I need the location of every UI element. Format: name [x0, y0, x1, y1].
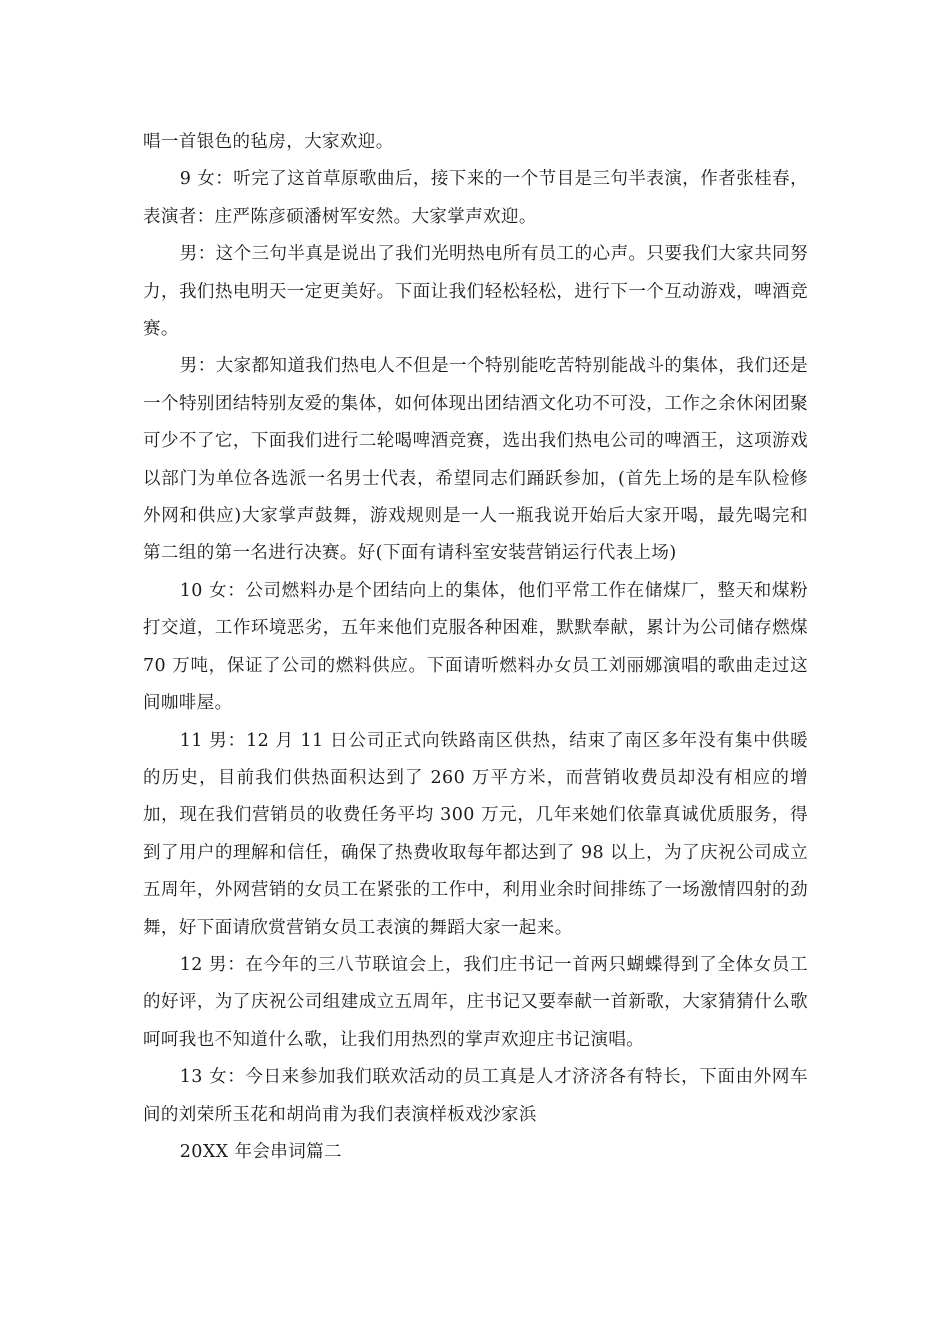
paragraph-8: 13 女：今日来参加我们联欢活动的员工真是人才济济各有特长，下面由外网车间的刘荣所玉花和胡尚甫为我们表演样板戏沙家浜	[143, 1067, 808, 1125]
paragraph-3: 男：这个三句半真是说出了我们光明热电所有员工的心声。只要我们大家共同努力，我们热电明天一定更美好。下面让我们轻松轻松，进行下一个互动游戏，啤酒竞赛。	[143, 244, 808, 340]
paragraph-4: 男：大家都知道我们热电人不但是一个特别能吃苦特别能战斗的集体，我们还是一个特别团结特别友爱的集体，如何体现出团结酒文化功不可没，工作之余休闲团聚可少不了它，下面我们进行二轮喝啤酒竞赛，选出我们热电公司的啤酒王，这项游戏以部门为单位各选派一名男士代表，希望同志们踊跃参加，(首先上场的是车队检修外网和供应)大家掌声鼓舞，游戏规则是一人一瓶我说开始后大家开喝，最先喝完和第二组的第一名进行决赛。好(下面有请科室安装营销运行代表上场)	[143, 356, 808, 564]
paragraph-7: 12 男：在今年的三八节联谊会上，我们庄书记一首两只蝴蝶得到了全体女员工的好评，为了庆祝公司组建成立五周年，庄书记又要奉献一首新歌，大家猜猜什么歌呵呵我也不知道什么歌，让我们用热烈的掌声欢迎庄书记演唱。	[143, 954, 808, 1050]
paragraph-2: 9 女：听完了这首草原歌曲后，接下来的一个节目是三句半表演，作者张桂春，表演者：庄严陈彦硕潘树军安然。大家掌声欢迎。	[143, 169, 808, 227]
paragraph-1: 唱一首银色的毡房，大家欢迎。	[143, 132, 394, 152]
document-body	[143, 124, 808, 1171]
paragraph-5: 10 女：公司燃料办是个团结向上的集体，他们平常工作在储煤厂，整天和煤粉打交道，工作环境恶劣，五年来他们克服各种困难，默默奉献，累计为公司储存燃煤 70 万吨，保证了公司的燃料供应。下面请听燃料办女员工刘丽娜演唱的歌曲走过这间咖啡屋。	[143, 580, 808, 714]
section-heading: 20XX 年会串词篇二	[179, 1141, 342, 1162]
paragraph-6: 11 男：12 月 11 日公司正式向铁路南区供热，结束了南区多年没有集中供暖的历史，目前我们供热面积达到了 260 万平方米，而营销收费员却没有相应的增加，现在我们营销员的收费任务平均 300 万元，几年来她们依靠真诚优质服务，得到了用户的理解和信任，确保了热费收取每年都达到了 98 以上，为了庆祝公司成立五周年，外网营销的女员工在紧张的工作中，利用业余时间排练了一场激情四射的劲舞，好下面请欣赏营销女员工表演的舞蹈大家一起来。	[143, 730, 808, 938]
